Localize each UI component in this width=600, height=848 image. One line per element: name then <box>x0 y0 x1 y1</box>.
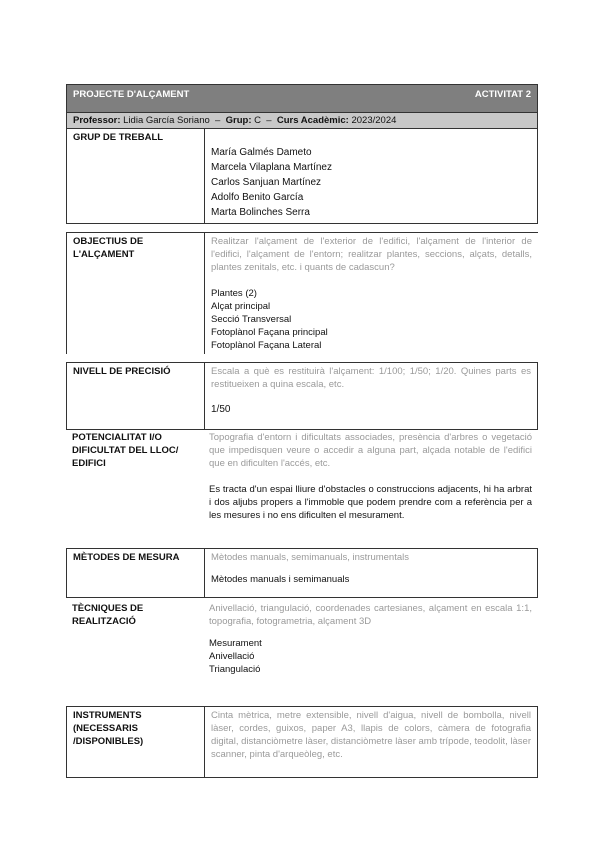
answer-item: Alçat principal <box>211 301 271 312</box>
nivell-content <box>205 363 538 430</box>
tecniques-section <box>66 600 538 690</box>
metodes-content <box>205 549 538 598</box>
professor-name: Lidia García Soriano <box>123 115 210 126</box>
potencialitat-label: POTENCIALITAT I/O DIFICULTAT DEL LLOC/ EDIFICI <box>72 432 179 469</box>
separator: – <box>215 115 221 126</box>
answer-item: Secció Transversal <box>211 314 292 325</box>
tecniques-answers <box>209 637 532 676</box>
professor-bar <box>66 113 538 129</box>
objectius-label: OBJECTIUS DE L'ALÇAMENT <box>67 233 205 355</box>
potencialitat-section <box>66 429 538 541</box>
member: Marcela Vilaplana Martínez <box>211 162 332 173</box>
objectius-section <box>66 232 538 354</box>
project-title: PROJECTE D'ALÇAMENT <box>73 89 190 100</box>
metodes-hint: Mètodes manuals, semimanuals, instrumentals <box>211 552 410 563</box>
answer-item: Triangulació <box>209 664 261 675</box>
member: María Galmés Dameto <box>211 147 312 158</box>
grup-members <box>205 129 538 224</box>
group-label: Grup: <box>225 115 252 126</box>
objectius-answers <box>211 287 532 352</box>
separator: – <box>266 115 272 126</box>
answer-item: Anivellació <box>209 651 255 662</box>
answer-item: Fotoplànol Façana principal <box>211 327 328 338</box>
answer-item: Plantes (2) <box>211 288 257 299</box>
metodes-answer: Mètodes manuals i semimanuals <box>211 574 350 585</box>
year-value: 2023/2024 <box>351 115 397 126</box>
instruments-label: INSTRUMENTS (NECESSARIS /DISPONIBLES) <box>67 707 205 778</box>
instruments-section <box>66 706 538 778</box>
group-value: C <box>254 115 261 126</box>
activity-title: ACTIVITAT 2 <box>474 89 531 100</box>
potencialitat-hint: Topografia d'entorn i dificultats associades, presència d'arbres o vegetació que impedisquen veure o accedir a alguna part, alçada notable de l'edifici que en dificulten l'accés, etc. <box>209 432 532 469</box>
potencialitat-content <box>203 429 538 541</box>
objectius-content <box>205 233 539 355</box>
nivell-section <box>66 362 538 430</box>
answer-item: Mesurament <box>209 638 262 649</box>
instruments-hint: Cinta mètrica, metre extensible, nivell d'aigua, nivell de bombolla, nivell làser, cordes, guixos, paper A3, llapis de colors, càmera de fotografia digital, distanciòmetre làser, distanciòmetre làser amb trípode, teodolit, làser scanner, pinta d'arqueòleg, etc. <box>211 710 531 760</box>
metodes-label: MÈTODES DE MESURA <box>67 549 205 598</box>
member: Adolfo Benito García <box>211 192 304 203</box>
tecniques-hint: Anivellació, triangulació, coordenades cartesianes, alçament en escala 1:1, topografia, fotogrametria, alçament 3D <box>209 603 532 627</box>
tecniques-label: TÈCNIQUES DE REALITZACIÓ <box>72 603 144 627</box>
nivell-answer: 1/50 <box>211 404 231 415</box>
nivell-hint: Escala a què es restituirà l'alçament: 1/100; 1/50; 1/20. Quines parts es restitueixen a quina escala, etc. <box>211 366 531 390</box>
metodes-section <box>66 548 538 598</box>
project-header <box>66 84 538 113</box>
member: Carlos Sanjuan Martínez <box>211 177 322 188</box>
grup-section <box>66 129 538 224</box>
grup-label: GRUP DE TREBALL <box>67 129 205 224</box>
instruments-content <box>205 707 538 778</box>
nivell-label: NIVELL DE PRECISIÓ <box>67 363 205 430</box>
potencialitat-answer: Es tracta d'un espai lliure d'obstacles o construccions adjacents, hi ha arbrat i dos aljubs propers a l'immoble que podem prendre com a referència per a les mesures i no ens dificulten el mesurament. <box>209 484 532 521</box>
answer-item: Fotoplànol Façana Lateral <box>211 340 322 351</box>
year-label: Curs Acadèmic: <box>276 115 349 126</box>
objectius-hint: Realitzar l'alçament de l'exterior de l'edifici, l'alçament de l'interior de l'edifici, l'alçament de l'entorn; realitzar plantes, seccions, alçats, detalls, plantes zenitals, etc. i quants de cadascun? <box>211 236 532 273</box>
professor-label: Professor: <box>73 115 121 126</box>
member: Marta Bolinches Serra <box>211 207 310 218</box>
tecniques-content <box>203 600 538 690</box>
